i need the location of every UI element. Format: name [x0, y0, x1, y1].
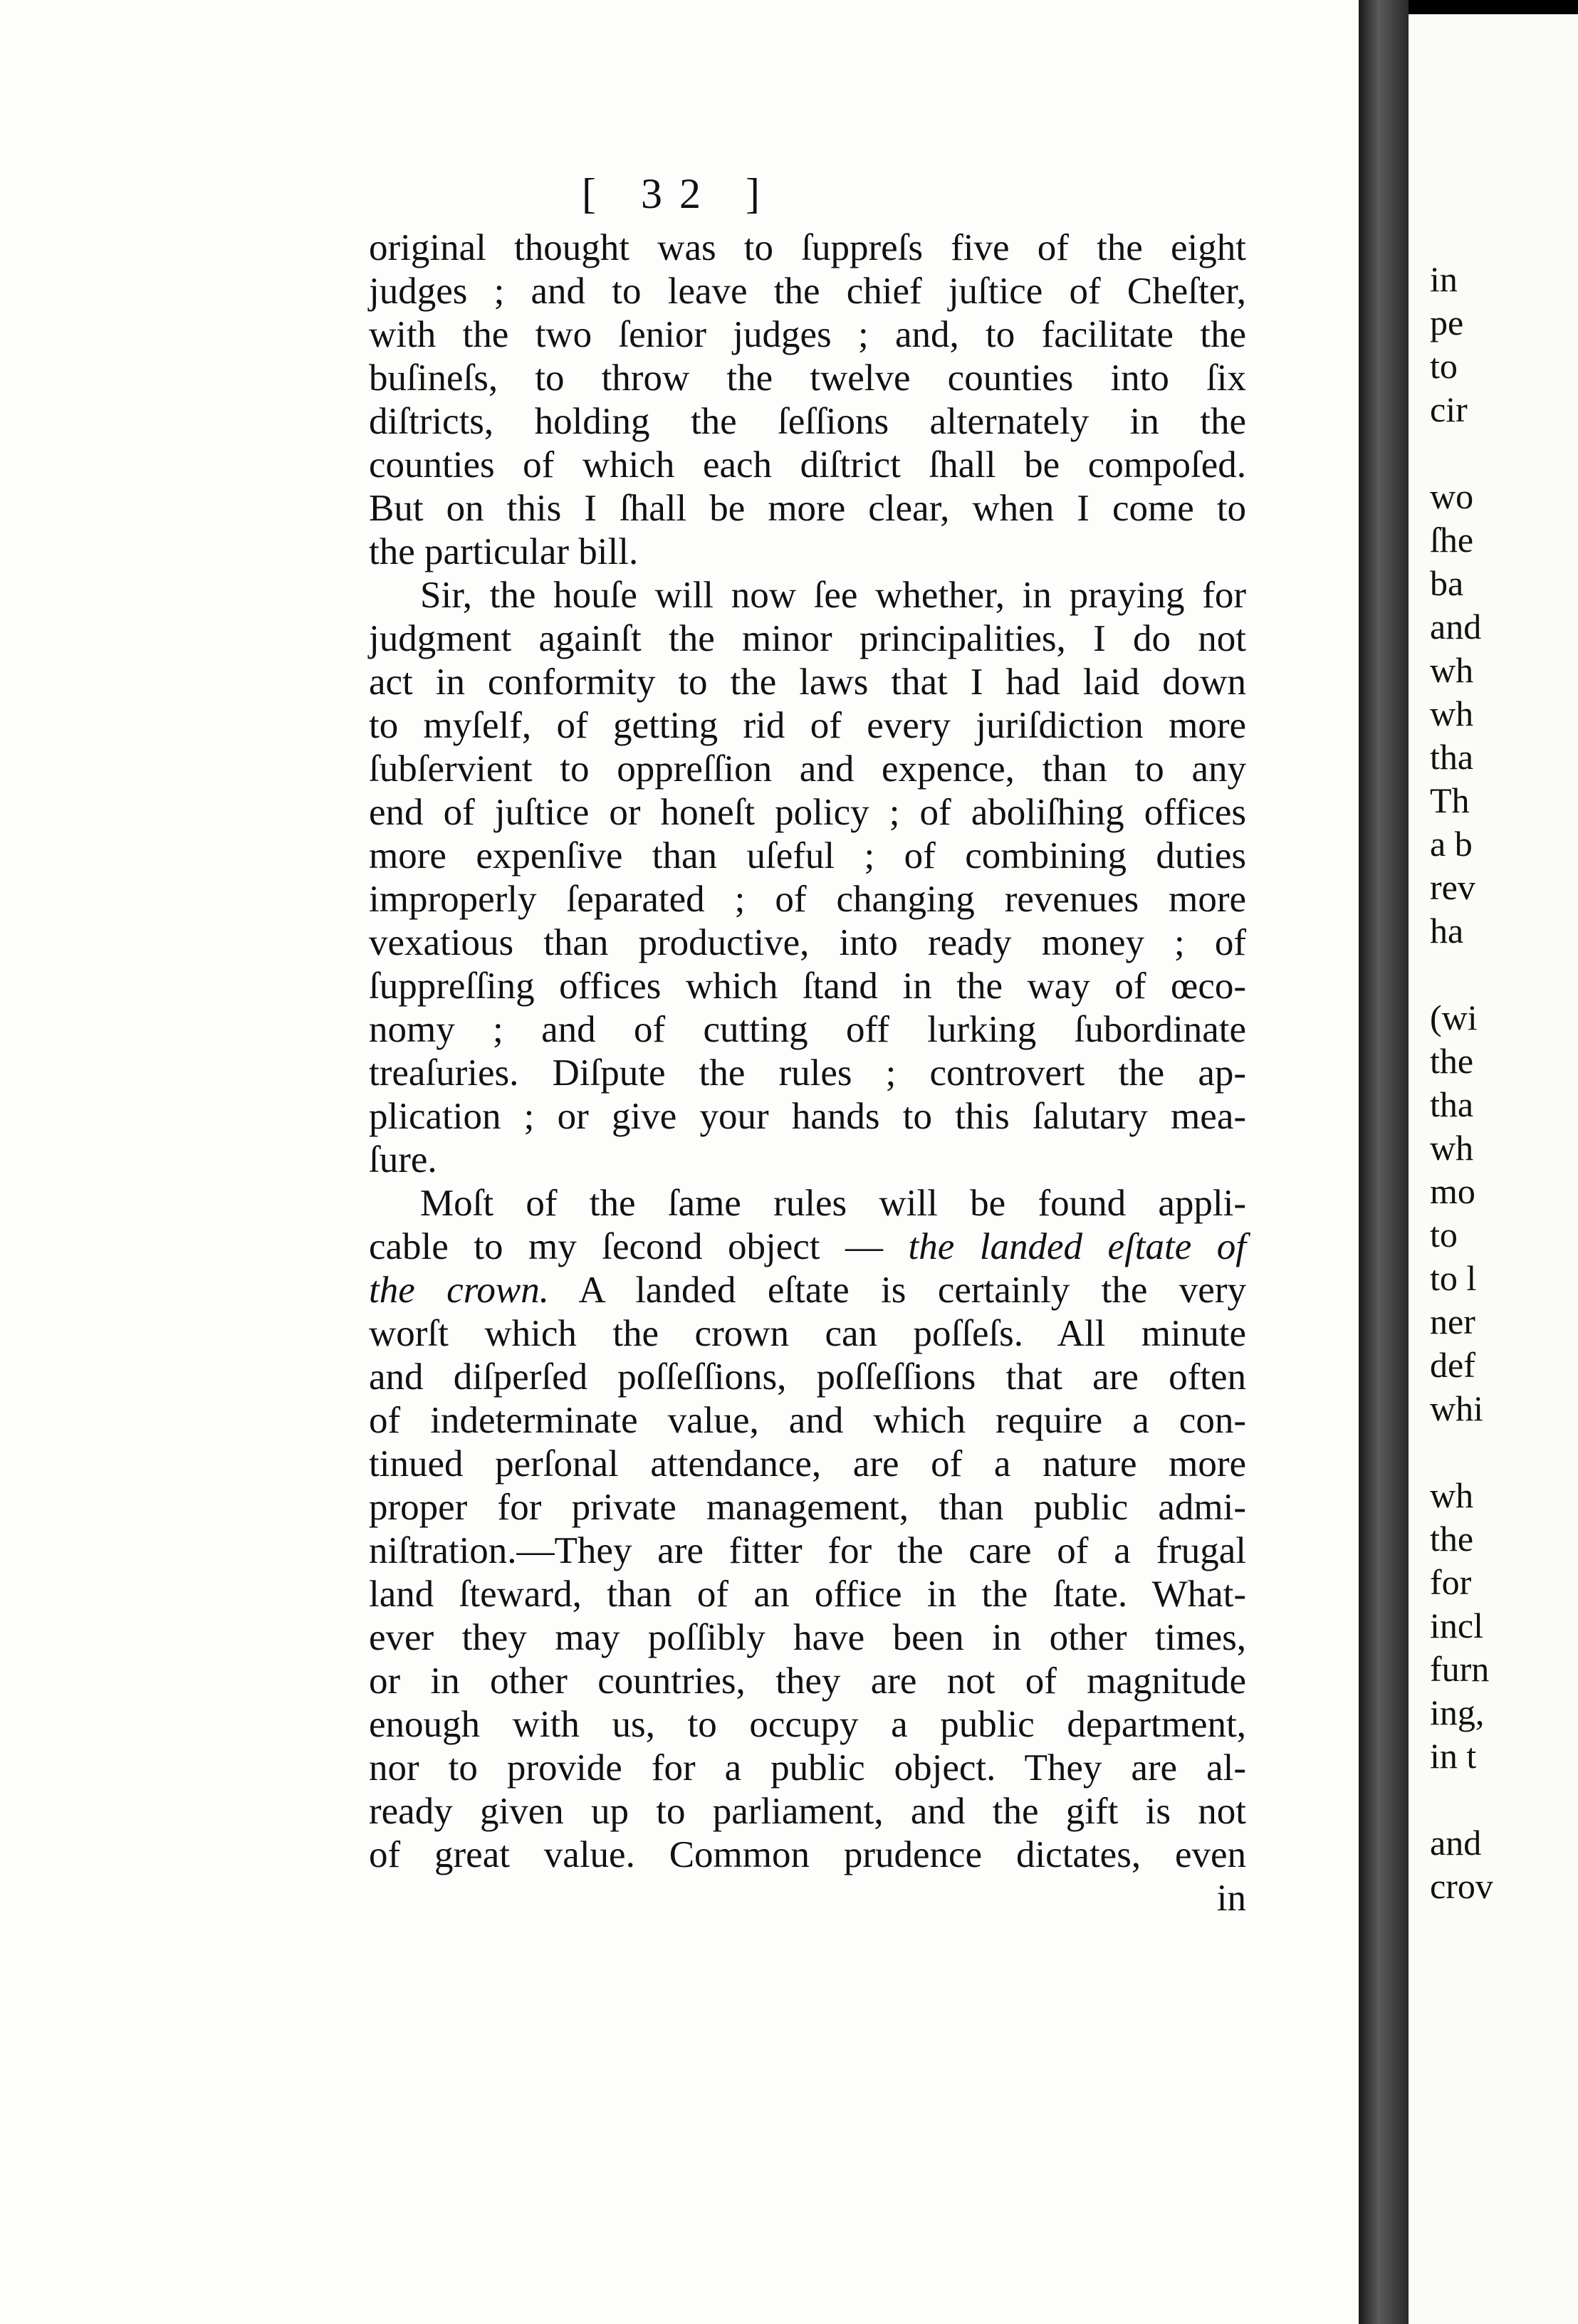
right-page: [1409, 14, 1578, 2324]
text-line: with the two ſenior judges ; and, to facilitate the: [369, 314, 1246, 355]
paragraph-gap: [1430, 953, 1493, 996]
text-line: judgment againſt the minor principalities, I do not: [369, 618, 1246, 659]
text-line: Moſt of the ſame rules will be found appli-: [420, 1183, 1246, 1224]
paragraph-gap: [1430, 1430, 1493, 1474]
right-page-fragment: in t: [1430, 1736, 1477, 1776]
text-line: buſineſs, to throw the twelve counties into ſix: [369, 357, 1246, 399]
right-page-fragment: to: [1430, 1215, 1458, 1255]
text-line: enough with us, to occupy a public department,: [369, 1704, 1246, 1745]
text-line: and diſperſed poſſeſſions, poſſeſſions that are often: [369, 1356, 1246, 1398]
text-line: to myſelf, of getting rid of every juriſdiction more: [369, 705, 1246, 746]
text-line: worſt which the crown can poſſeſs. All minute: [369, 1313, 1246, 1354]
right-page-fragment: whi: [1430, 1388, 1483, 1428]
text-line: ſuppreſſing offices which ſtand in the way of œco-: [369, 965, 1246, 1007]
right-page-fragment: pe: [1430, 303, 1464, 342]
text-line: nor to provide for a public object. They are al-: [369, 1747, 1246, 1789]
text-block: [369, 226, 1246, 1920]
right-page-fragment: ing,: [1430, 1692, 1485, 1732]
italic-phrase: the crown.: [369, 1270, 549, 1311]
page-number: [ 32 ]: [582, 170, 777, 217]
right-page-fragment: and: [1430, 1823, 1482, 1863]
right-page-fragment: and: [1430, 607, 1482, 647]
right-page-fragment: ha: [1430, 911, 1464, 951]
right-page-fragment: to: [1430, 346, 1458, 386]
right-page-fragment: incl: [1430, 1606, 1483, 1645]
text-line: counties of which each diſtrict ſhall be compoſed.: [369, 444, 1246, 486]
right-page-fragment: rev: [1430, 867, 1475, 907]
right-page-text-fragments: [1430, 258, 1493, 1908]
text-line: ever they may poſſibly have been in other times,: [369, 1617, 1246, 1658]
text-line: judges ; and to leave the chief juſtice of Cheſter,: [369, 271, 1246, 312]
text-line: proper for private management, than public admi-: [369, 1487, 1246, 1528]
text-line: ſure.: [369, 1139, 437, 1181]
text-line: diſtricts, holding the ſeſſions alternately in the: [369, 401, 1246, 442]
right-page-fragment: crov: [1430, 1866, 1493, 1906]
text-line: niſtration.—They are fitter for the care of a frugal: [369, 1530, 1246, 1571]
text-line: ready given up to parliament, and the gift is not: [369, 1791, 1246, 1832]
right-page-fragment: for: [1430, 1562, 1472, 1602]
right-page-fragment: a b: [1430, 824, 1473, 864]
right-page-fragment: Th: [1430, 780, 1470, 820]
text-line: nomy ; and of cutting off lurking ſubordinate: [369, 1009, 1246, 1050]
right-page-fragment: ſhe: [1430, 520, 1474, 560]
text-line: But on this I ſhall be more clear, when I come to: [369, 488, 1246, 529]
text-line: cable to my ſecond object — the landed eſtate of: [369, 1226, 1246, 1267]
text-line: ſubſervient to oppreſſion and expence, than to any: [369, 748, 1246, 790]
text-line: plication ; or give your hands to this ſalutary mea-: [369, 1096, 1246, 1137]
text-line: the crown. A landed eſtate is certainly the very: [369, 1270, 1246, 1311]
right-page-fragment: tha: [1430, 737, 1474, 777]
text-line: treaſuries. Diſpute the rules ; controvert the ap-: [369, 1052, 1246, 1094]
right-page-fragment: def: [1430, 1345, 1475, 1385]
book-gutter: [1359, 0, 1409, 2324]
text-line: more expenſive than uſeful ; of combining duties: [369, 835, 1246, 876]
right-page-fragment: (wi: [1430, 998, 1478, 1037]
right-page-fragment: the: [1430, 1519, 1474, 1559]
right-page-fragment: wh: [1430, 693, 1474, 733]
right-page-fragment: wh: [1430, 650, 1474, 690]
text-line: original thought was to ſuppreſs five of the eight: [369, 227, 1246, 268]
text-line: of indeterminate value, and which require a con-: [369, 1400, 1246, 1441]
right-page-fragment: wh: [1430, 1128, 1474, 1168]
right-page-fragment: mo: [1430, 1171, 1475, 1211]
right-page-fragment: furn: [1430, 1649, 1490, 1689]
text-line: tinued perſonal attendance, are of a nature more: [369, 1443, 1246, 1485]
text-line: Sir, the houſe will now ſee whether, in praying for: [420, 575, 1246, 616]
text-line: land ſteward, than of an office in the ſtate. What-: [369, 1574, 1246, 1615]
right-page-fragment: the: [1430, 1041, 1474, 1081]
catchword: in: [1216, 1878, 1246, 1919]
text-line: act in conformity to the laws that I had laid down: [369, 661, 1246, 703]
right-page-fragment: cir: [1430, 389, 1468, 429]
text-line: of great value. Common prudence dictates, even: [369, 1834, 1246, 1875]
paragraph-gap: [1430, 1778, 1493, 1821]
italic-phrase: the landed eſtate of: [908, 1226, 1246, 1267]
right-page-fragment: to l: [1430, 1258, 1477, 1298]
text-line: the particular bill.: [369, 531, 639, 572]
text-line: end of juſtice or honeſt policy ; of aboliſhing offices: [369, 792, 1246, 833]
text-line: vexatious than productive, into ready money ; of: [369, 922, 1246, 963]
right-page-fragment: wo: [1430, 476, 1474, 516]
right-page-fragment: ner: [1430, 1302, 1475, 1341]
right-page-fragment: ba: [1430, 563, 1464, 603]
right-page-fragment: wh: [1430, 1475, 1474, 1515]
text-line: improperly ſeparated ; of changing revenues more: [369, 879, 1246, 920]
right-page-fragment: in: [1430, 259, 1458, 299]
paragraph-gap: [1430, 431, 1493, 475]
text-line: or in other countries, they are not of magnitude: [369, 1660, 1246, 1702]
right-page-fragment: tha: [1430, 1084, 1474, 1124]
